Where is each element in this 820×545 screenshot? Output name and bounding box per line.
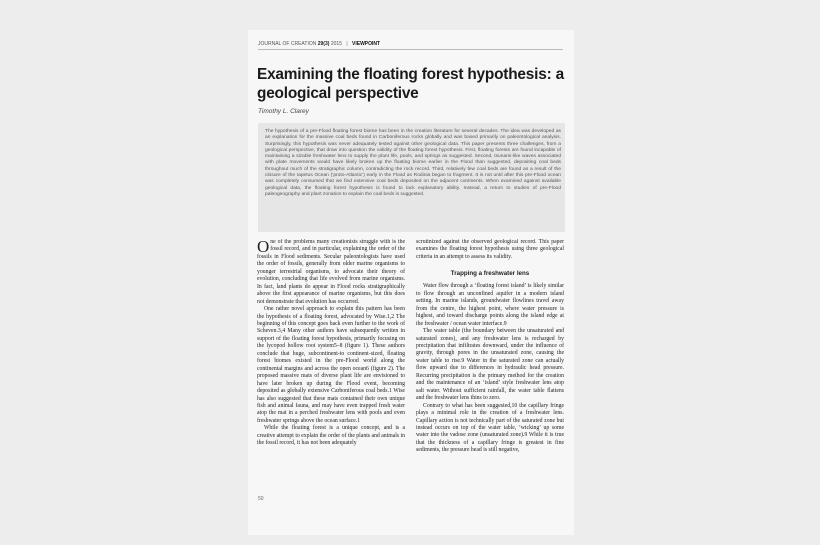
header-separator: | <box>346 41 348 47</box>
article-author: Timothy L. Clarey <box>258 108 309 115</box>
abstract-box <box>258 123 565 232</box>
body-paragraph: One of the problems many creationists struggle with is the fossil record, and in particular, explaining the order of the fossils in Flood sediments. Secular paleontologists have used the order of fossils, generally from older marine organisms to younger terrestrial organisms, to advocate their theory of evolution, concluding that life evolved from marine organisms. In fact, land plants do appear in Flood rocks stratigraphically above the first appearance of marine organisms, but this does not demonstrate that evolution has occurred. <box>257 239 405 305</box>
abstract-text: The hypothesis of a pre-Flood floating forest biome has been in the creation literature for several decades. The idea was developed as an explanation for the massive coal beds found in Carboniferous rocks globally and was based primarily on paleontological analysis. Surprisingly, this hypothesis was never adequately tested against other geological data. This paper presents three challenges, from a geological perspective, that draw into question the validity of the floating forest hypothesis. First, floating forests are found incapable of maintaining a sizable freshwater lens to supply the plant life, pools, and springs as suggested. Second, tsunami-like waves associated with plate movements would have likely broken up the floating biome earlier in the Flood than suggested, depositing coal beds throughout much of the stratigraphic column, contradicting the rock record. Third, relatively few coal beds are found as a result of the closure of the Iapetus Ocean (‘proto-Atlantic’) early in the Flood as Rodinia began to fragment. It is not until after this pre-Flood ocean was completely consumed that we find extensive coal beds deposited on the adjacent continents. When examined against available geological data, the floating forest hypothesis is found to lack explanatory ability. Instead, a return to studies of pre-Flood paleogeography and plant zonation to explain the coal beds is suggested. <box>265 129 561 197</box>
drop-cap: O <box>257 239 270 256</box>
body-paragraph: scrutinized against the observed geological record. This paper examines the floating forest hypothesis using three geological criteria in an attempt to assess its validity. <box>416 239 564 260</box>
body-column-right <box>416 239 564 484</box>
journal-page <box>248 30 574 535</box>
section-tag: VIEWPOINT <box>352 41 381 47</box>
running-header <box>258 41 563 50</box>
body-paragraph: The water table (the boundary between the unsaturated and saturated zones), and any freshwater lens is recharged by precipitation that infiltrates downward, under the influence of gravity, through pores in the unsaturated zone, causing the water table to rise.9 Water in the saturated zone can actually flow upward due to differences in hydraulic head pressure. Recurring precipitation is the primary method for the creation and the maintenance of an ‘island’ style freshwater lens atop salt water. Without sufficient rainfall, the water table flattens and the freshwater lens thins to zero. <box>416 328 564 402</box>
body-paragraph: Water flow through a ‘floating forest island’ is likely similar to flow through an unconfined aquifer in a modern island setting. In marine islands, groundwater flowlines travel away from the centre, the highest point, where water pressure is highest, and toward discharge points along the island edge at the freshwater / ocean water interface.9 <box>416 283 564 327</box>
journal-name: JOURNAL OF CREATION <box>258 41 317 47</box>
journal-year: 2015 <box>330 41 342 47</box>
article-title: Examining the floating forest hypothesis: a geological perspective <box>257 66 564 102</box>
body-paragraph: While the floating forest is a unique concept, and is a creative attempt to explain the order of the plants and animals in the fossil record, it has not been adequately <box>257 425 405 447</box>
section-heading: Trapping a freshwater lens <box>450 270 530 278</box>
body-column-left <box>257 239 405 484</box>
journal-volume: 29(3) <box>317 41 330 47</box>
page-number: 50 <box>258 496 264 502</box>
body-paragraph: Contrary to what has been suggested,10 the capillary fringe plays a minimal role in the creation of a freshwater lens. Capillary action is not technically part of the saturated zone but instead occurs on top of the water table, ‘wicking’ up some water into the vadose zone (unsaturated zone).9 While it is true that the thickness of a capillary fringe is greatest in fine sediments, the pressure head is still negative, <box>416 402 564 454</box>
body-paragraph: One rather novel approach to explain this pattern has been the hypothesis of a floating forest, advocated by Wise.1,2 The beginning of this concept goes back even further to the work of Scheven.3,4 Many other authors have subsequently written in support of the floating forest hypothesis, primarily focusing on the lycopod hollow root system5–8 (figure 1). These authors conclude that huge, subcontinent-to continent-sized, floating forest biomes existed in the pre-Flood world along the continental margins and across the open ocean6 (figure 2). The proposed massive mats of diverse plant life are envisioned to have later broken up during the Flood event, becoming deposited as globally extensive Carboniferous coal beds.1 Wise has also suggested that these mats contained their own unique fish and animal fauna, and may have even trapped fresh water atop the mat in a perched freshwater lens with pools and even freshwater springs above the ocean surface.1 <box>257 306 405 424</box>
